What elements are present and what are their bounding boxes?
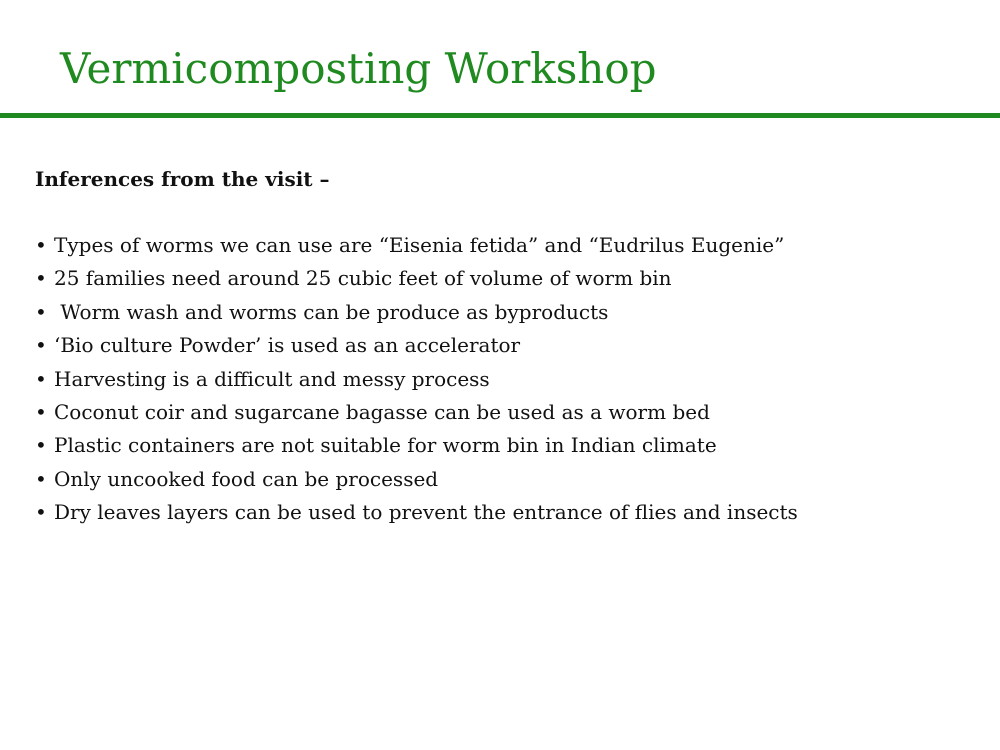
bullet-icon: • [35, 500, 47, 525]
list-item-text: Types of worms we can use are “Eisenia fetida” and “Eudrilus Eugenie” [54, 233, 785, 257]
slide-title: Vermicomposting Workshop [60, 44, 657, 93]
title-divider [0, 113, 1000, 118]
list-item [35, 429, 985, 462]
list-item-text: Harvesting is a difficult and messy process [54, 366, 490, 391]
bullet-icon: • [35, 266, 47, 291]
list-item-text: Coconut coir and sugarcane bagasse can be used as a worm bed [54, 400, 710, 425]
list-item [35, 262, 985, 295]
bullet-icon: • [35, 466, 47, 491]
list-item-text: Worm wash and worms can be produce as byproducts [54, 299, 609, 324]
list-item [35, 229, 985, 262]
bullet-icon: • [35, 233, 47, 257]
bullet-icon: • [35, 299, 47, 324]
subheading: Inferences from the visit – [35, 167, 330, 191]
list-item-text: ‘Bio culture Powder’ is used as an accelerator [54, 333, 521, 358]
list-item [35, 396, 985, 429]
list-item [35, 463, 985, 496]
list-item-text: Dry leaves layers can be used to prevent the entrance of flies and insects [54, 500, 798, 525]
list-item [35, 329, 985, 362]
list-item [35, 496, 985, 529]
slide-body [35, 163, 985, 530]
bullet-icon: • [35, 333, 47, 358]
bullet-icon: • [35, 400, 47, 425]
list-item [35, 296, 985, 329]
list-item-text: 25 families need around 25 cubic feet of volume of worm bin [54, 266, 672, 291]
list-item-text: Plastic containers are not suitable for worm bin in Indian climate [54, 433, 717, 458]
bullet-icon: • [35, 366, 47, 391]
list-item-text: Only uncooked food can be processed [54, 466, 439, 491]
list-item [35, 363, 985, 396]
bullet-icon: • [35, 433, 47, 458]
bullet-list [35, 229, 985, 530]
